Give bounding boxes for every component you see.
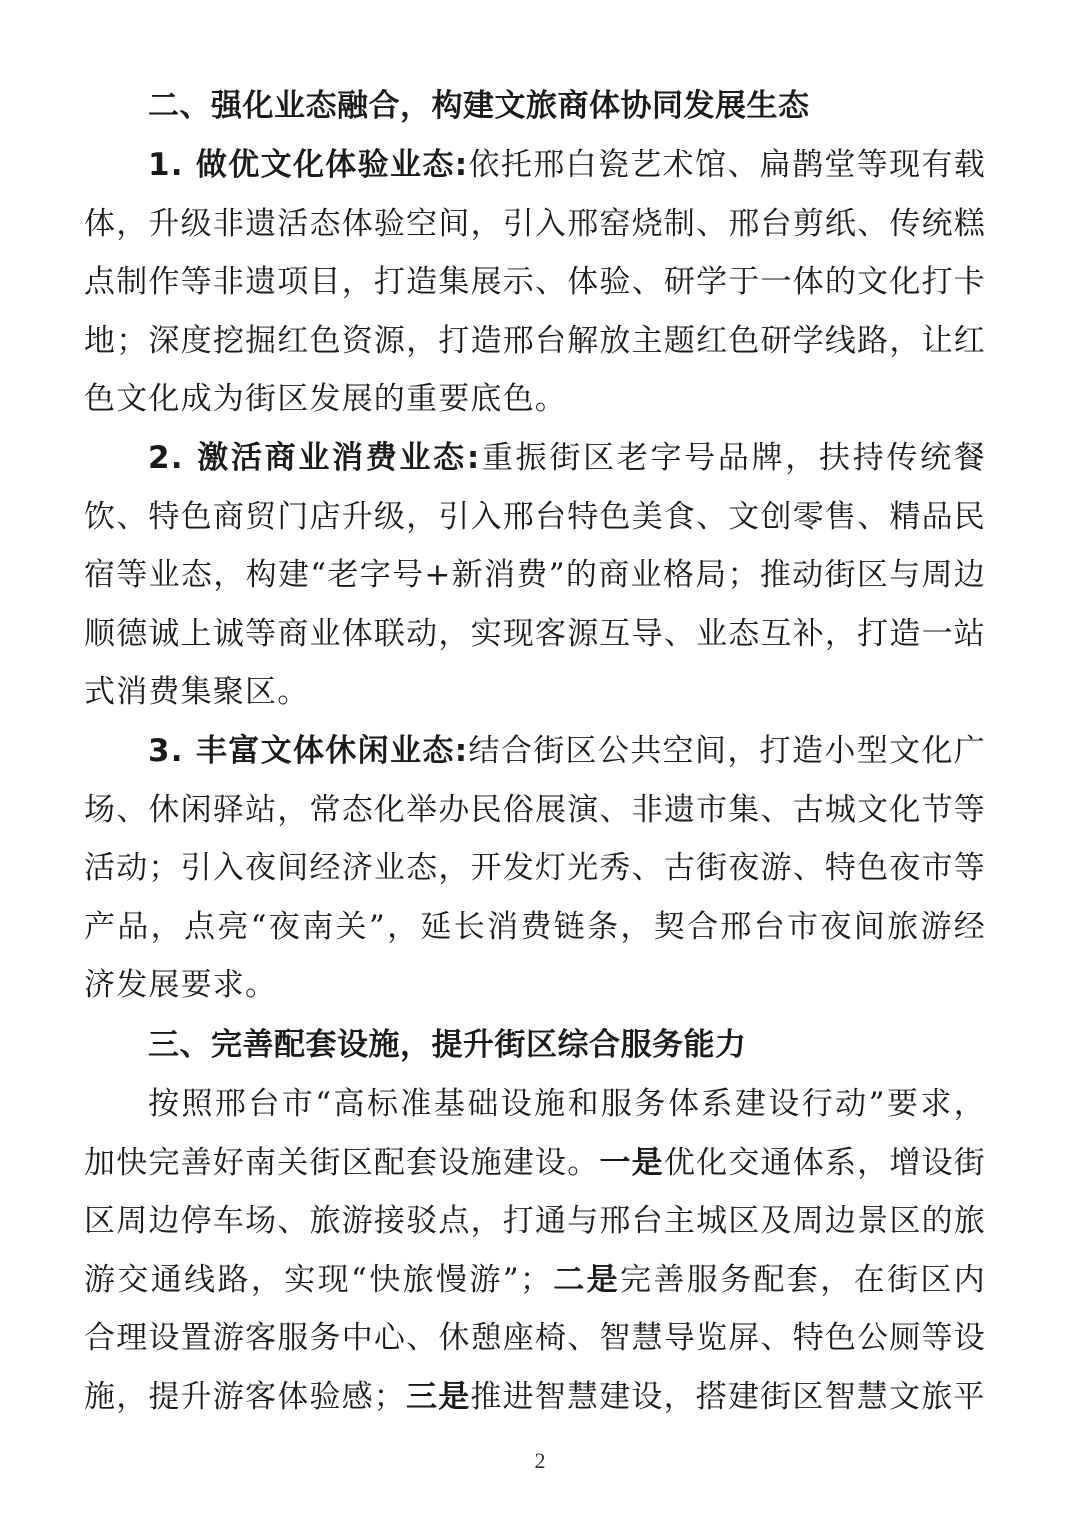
paragraph-facilities [84, 1075, 986, 1427]
item-body-1: 依托邢白瓷艺术馆、扁鹊堂等现有载体，升级非遗活态体验空间，引入邢窑烧制、邢台剪纸、传统糕点制作等非遗项目，打造集展示、体验、研学于一体的文化打卡地；深度挖掘红色资源，打造邢台解放主题红色研学线路，让红色文化成为街区发展的重要底色。 [84, 147, 986, 418]
document-page [84, 76, 986, 1426]
marker-first: 一是 [599, 1144, 664, 1181]
facilities-transport: 优化交通体系，增设街区周边停车场、旅游接驳点，打通与邢台主城区及周边景区的旅游交通线路，实现“快旅慢游”； [84, 1144, 987, 1298]
marker-third: 三是 [406, 1378, 471, 1415]
paragraph-leisure [84, 722, 986, 1015]
item-body-2: 重振街区老字号品牌，扶持传统餐饮、特色商贸门店升级，引入邢台特色美食、文创零售、精品民宿等业态，构建“老字号+新消费”的商业格局；推动街区与周边顺德诚上诚等商业体联动，实现客源互导、业态互补，打造一站式消费集聚区。 [84, 439, 987, 711]
facilities-services: 完善服务配套，在街区内合理设置游客服务中心、休憩座椅、智慧导览屏、特色公厕等设施，提升游客体验感； [84, 1261, 987, 1415]
section-heading-2: 二、强化业态融合，构建文旅商体协同发展生态 [148, 88, 810, 124]
facilities-smart: 推进智慧建设，搭建街区智慧文旅平 [470, 1378, 986, 1415]
item-body-3: 结合街区公共空间，打造小型文化广场、休闲驿站，常态化举办民俗展演、非遗市集、古城文化节等活动；引入夜间经济业态，开发灯光秀、古街夜游、特色夜市等产品，点亮“夜南关”，延长消费链条，契合邢台市夜间旅游经济发展要求。 [84, 732, 986, 1004]
paragraph-commerce [84, 429, 986, 722]
item-lead-1: 1. 做优文化体验业态: [148, 147, 469, 183]
paragraph-culture-experience [84, 136, 986, 429]
facilities-intro: 按照邢台市“高标准基础设施和服务体系建设行动”要求，加快完善好南关街区配套设施建设。 [84, 1085, 986, 1181]
section-heading-3: 三、完善配套设施，提升街区综合服务能力 [148, 1026, 747, 1063]
marker-second: 二是 [552, 1261, 620, 1298]
item-lead-3: 3. 丰富文体休闲业态: [148, 732, 469, 769]
page-number: 2 [534, 1448, 546, 1473]
item-lead-2: 2. 激活商业消费业态: [148, 439, 481, 476]
